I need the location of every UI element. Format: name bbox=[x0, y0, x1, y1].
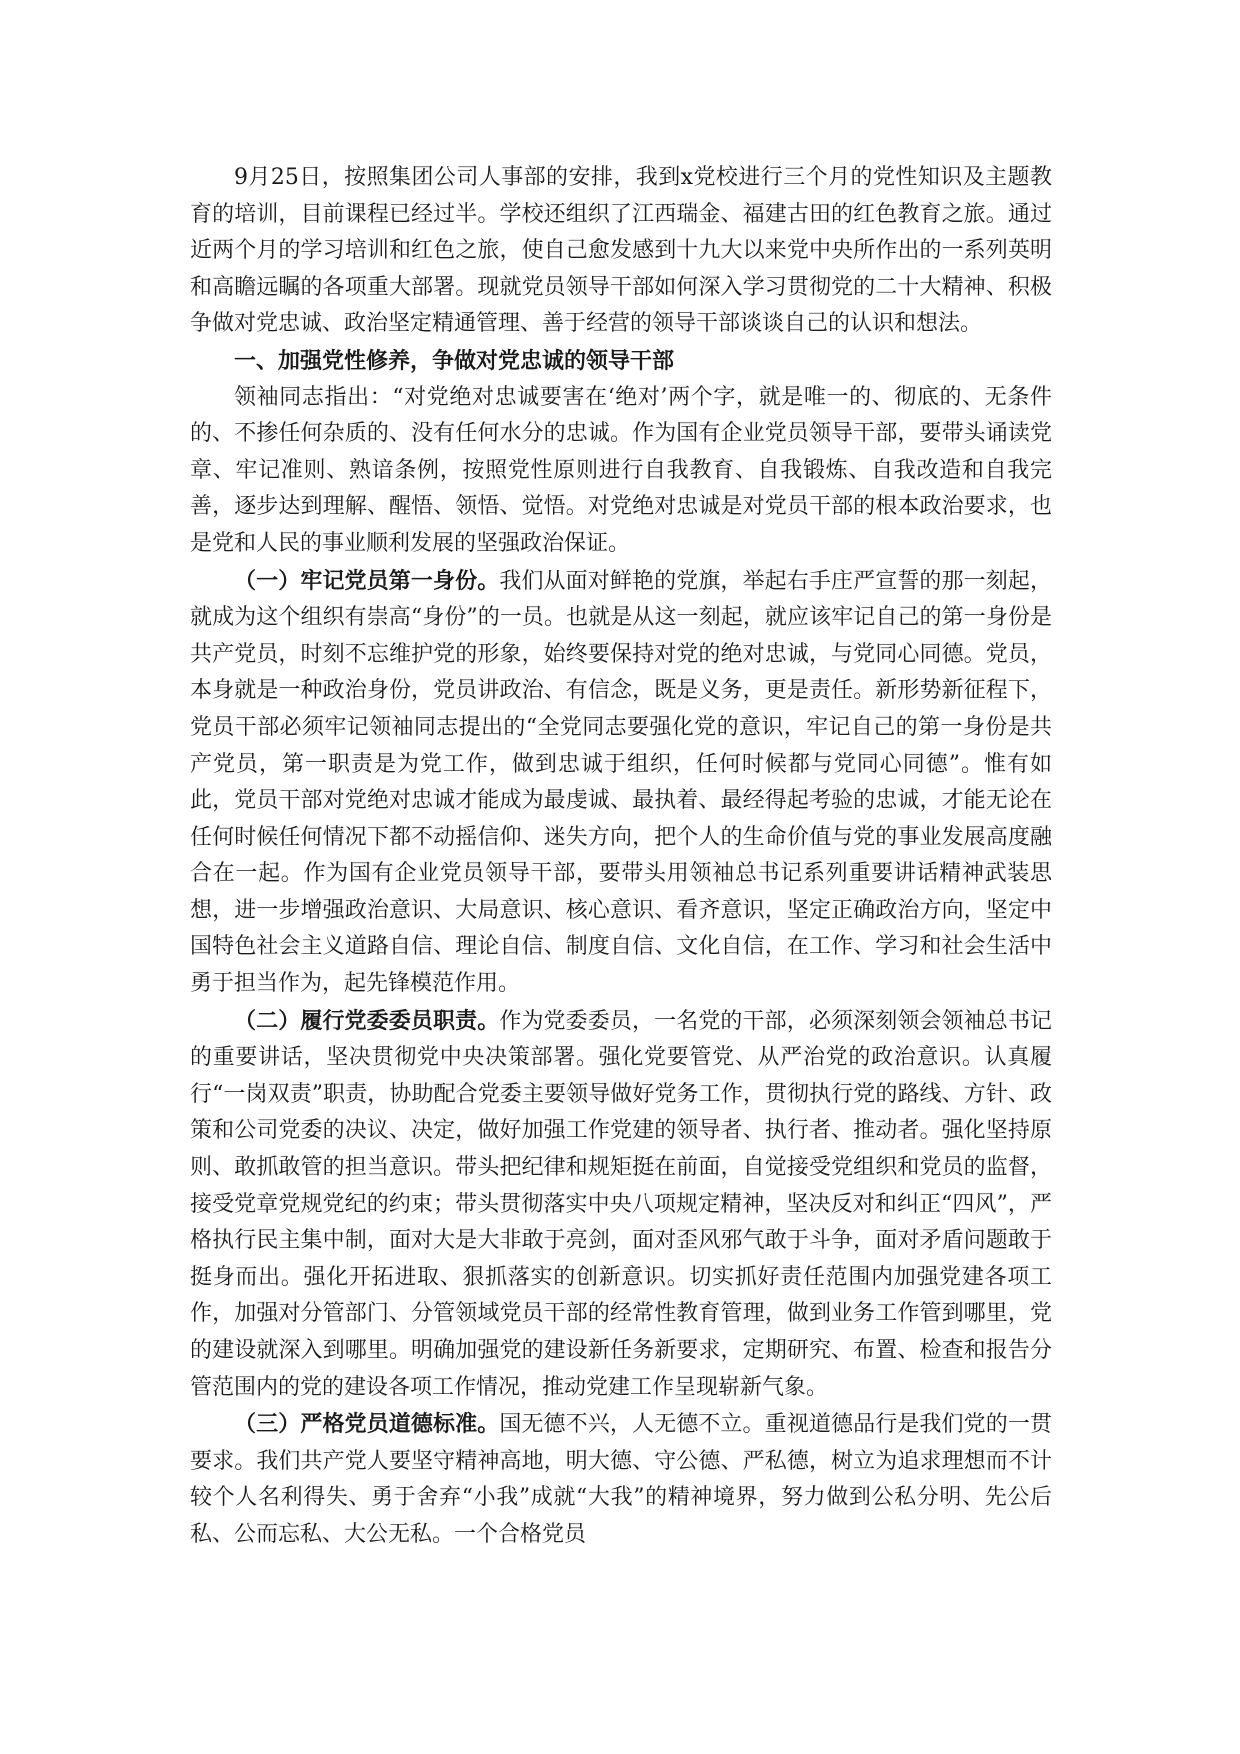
subsection-paragraph-3 bbox=[190, 1406, 1052, 1553]
section-heading: 一、加强党性修养，争做对党忠诚的领导干部 bbox=[234, 347, 675, 374]
subsection-text-2: 作为党委委员，一名党的干部，必须深刻领会领袖总书记的重要讲话，坚决贯彻党中央决策部署。强化党要管党、从严治党的政治意识。认真履行“一岗双责”职责，协助配合党委主要领导做好党务工作，贯彻执行党的路线、方针、政策和公司党委的决议、决定，做好加强工作党建的领导者、执行者、推动者。强化坚持原则、敢抓敢管的担当意识。带头把纪律和规矩挺在前面，自觉接受党组织和党员的监督，接受党章党规党纪的约束；带头贯彻落实中央八项规定精神，坚决反对和纠正“四风”，严格执行民主集中制，面对大是大非敢于亮剑，面对歪风邪气敢于斗争，面对矛盾问题敢于挺身而出。强化开拓进取、狠抓落实的创新意识。切实抓好责任范围内加强党建各项工作，加强对分管部门、分管领域党员干部的经常性教育管理，做到业务工作管到哪里，党的建设就深入到哪里。明确加强党的建设新任务新要求，定期研究、布置、检查和报告分管范围内的党的建设各项工作情况，推动党建工作呈现崭新气象。 bbox=[190, 1008, 1052, 1400]
subsection-text-1: 我们从面对鲜艳的党旗，举起右手庄严宣誓的那一刻起，就成为这个组织有崇高“身份”的一员。也就是从这一刻起，就应该牢记自己的第一身份是共产党员，时刻不忘维护党的形象，始终要保持对党的绝对忠诚，与党同心同德。党员，本身就是一种政治身份，党员讲政治、有信念，既是义务，更是责任。新形势新征程下，党员干部必须牢记领袖同志提出的“全党同志要强化党的意识，牢记自己的第一身份是共产党员，第一职责是为党工作，做到忠诚于组织，任何时候都与党同心同德”。惟有如此，党员干部对党绝对忠诚才能成为最虔诚、最执着、最经得起考验的忠诚，才能无论在任何时候任何情况下都不动摇信仰、迷失方向，把个人的生命价值与党的事业发展高度融合在一起。作为国有企业党员领导干部，要带头用领袖总书记系列重要讲话精神武装思想，进一步增强政治意识、大局意识、核心意识、看齐意识，坚定正确政治方向，坚定中国特色社会主义道路自信、理论自信、制度自信、文化自信，在工作、学习和社会生活中勇于担当作为，起先锋模范作用。 bbox=[190, 568, 1052, 997]
subsection-title-1: （一）牢记党员第一身份。 bbox=[234, 567, 500, 594]
subsection-title-2: （二）履行党委委员职责。 bbox=[234, 1007, 500, 1034]
document-body bbox=[190, 160, 1052, 1554]
subsection-text-3: 国无德不兴，人无德不立。重视道德品行是我们党的一贯要求。我们共产党人要坚守精神高地，明大德、守公德、严私德，树立为追求理想而不计较个人名利得失、勇于舍弃“小我”成就“大我”的精神境界，努力做到公私分明、先公后私、公而忘私、大公无私。一个合格党员 bbox=[190, 1412, 1052, 1547]
intro-paragraph: 9月25日，按照集团公司人事部的安排，我到x党校进行三个月的党性知识及主题教育的培训，目前课程已经过半。学校还组织了江西瑞金、福建古田的红色教育之旅。通过近两个月的学习培训和红色之旅，使自己愈发感到十九大以来党中央所作出的一系列英明和高瞻远瞩的各项重大部署。现就党员领导干部如何深入学习贯彻党的二十大精神、积极争做对党忠诚、政治坚定精通管理、善于经营的领导干部谈谈自己的认识和想法。 bbox=[190, 165, 1052, 337]
subsection-paragraph-2 bbox=[190, 1003, 1052, 1407]
loyalty-paragraph: 领袖同志指出：“对党绝对忠诚要害在‘绝对’两个字，就是唯一的、彻底的、无条件的、不掺任何杂质的、没有任何水分的忠诚。作为国有企业党员领导干部，要带头诵读党章、牢记准则、熟谙条例，按照党性原则进行自我教育、自我锻炼、自我改造和自我完善，逐步达到理解、醒悟、领悟、觉悟。对党绝对忠诚是对党员干部的根本政治要求，也是党和人民的事业顺利发展的坚强政治保证。 bbox=[190, 384, 1052, 556]
subsection-paragraph-1 bbox=[190, 563, 1052, 1003]
subsection-title-3: （三）严格党员道德标准。 bbox=[234, 1411, 500, 1438]
